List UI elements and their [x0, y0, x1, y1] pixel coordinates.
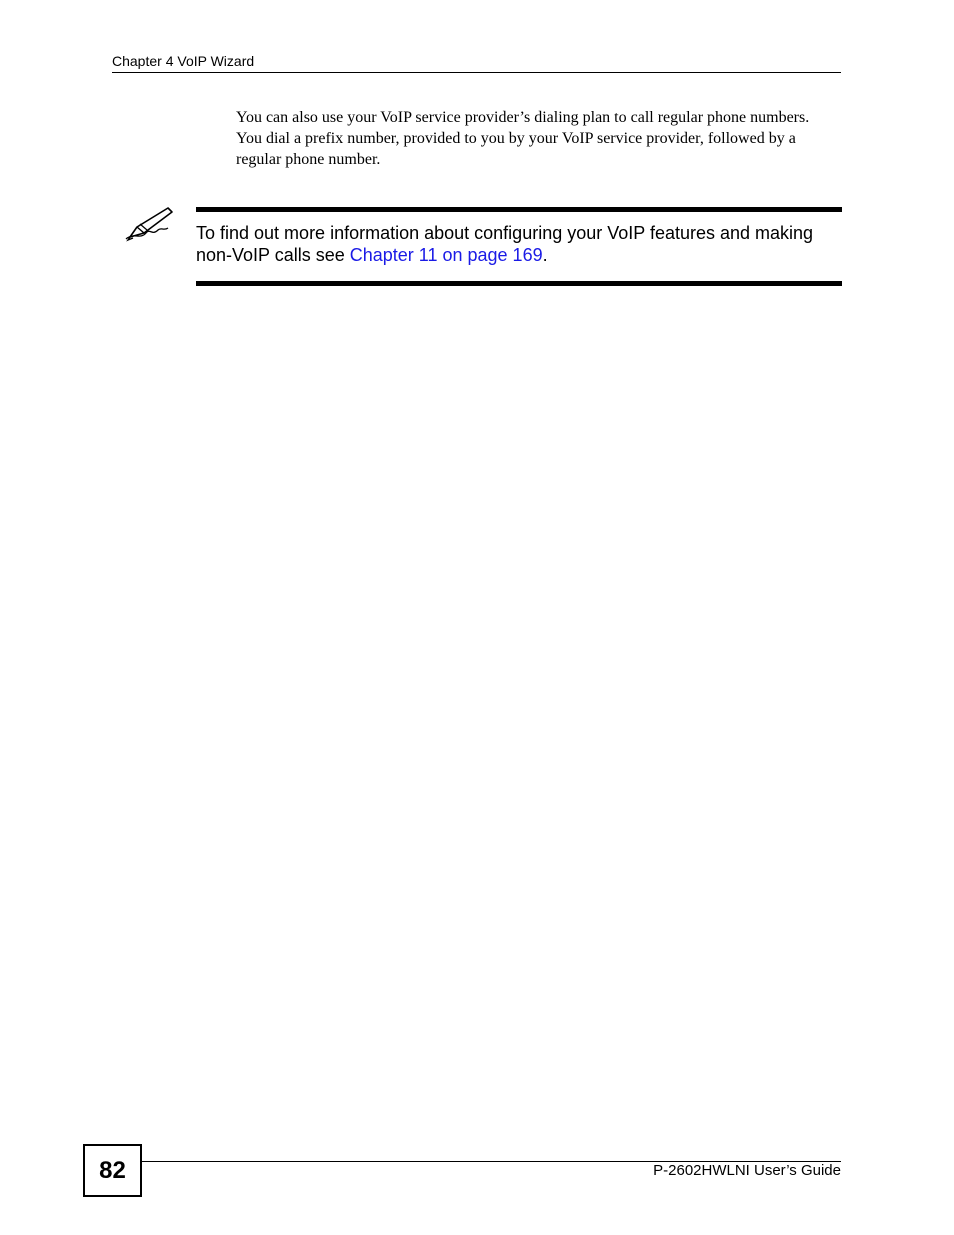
chapter-11-link[interactable]: Chapter 11 on page 169	[349, 245, 543, 265]
guide-title: P-2602HWLNI User’s Guide	[653, 1162, 841, 1179]
body-paragraph: You can also use your VoIP service provider’s dialing plan to call regular phone numbers. You dial a prefix number, provided to you by your VoIP service provider, followed by a regular phone number.	[236, 109, 810, 168]
note-text-after: .	[542, 245, 548, 265]
note-text-before: To find out more information about configuring your VoIP features and making non-VoIP calls see	[196, 223, 814, 265]
note-box	[196, 207, 842, 286]
page-header	[112, 52, 841, 73]
pencil-note-icon	[124, 206, 174, 242]
page-number: 82	[83, 1144, 142, 1197]
note-text	[196, 222, 842, 266]
chapter-title: Chapter 4 VoIP Wizard	[112, 53, 255, 69]
